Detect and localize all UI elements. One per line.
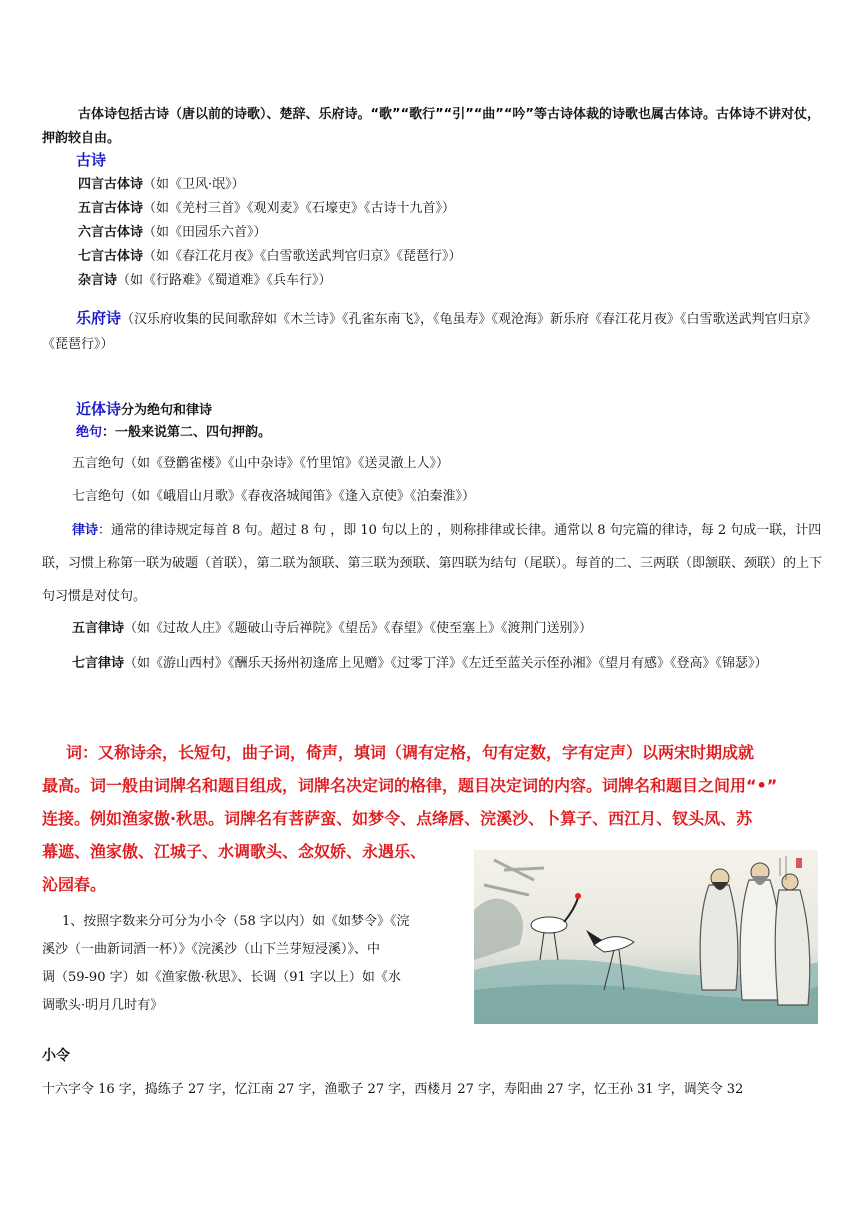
intro-text: 古体诗包括古诗（唐以前的诗歌）、楚辞、乐府诗。“歌”“歌行”“引”“曲”“吟”等古诗体裁的诗歌也属古体诗。古体诗不讲对仗，押韵较自由。 <box>42 107 820 146</box>
gushi-item-examples: （如《春江花月夜》《白雪歌送武判官归京》《琵琶行》） <box>143 249 462 264</box>
jueju-line <box>42 421 856 445</box>
gushi-item-examples: （如《羌村三首》《观刈麦》《石壕吏》《古诗十九首》） <box>143 201 456 216</box>
lvshi-label: 律诗 <box>72 523 99 538</box>
intro-paragraph <box>42 103 822 151</box>
lvshi-paragraph <box>42 514 822 613</box>
gushi-section <box>42 148 856 174</box>
gushi-item-label: 五言古体诗 <box>78 201 144 216</box>
ci-line-1: 词：又称诗余，长短句，曲子词，倚声，填词（调有定格，句有定数，字有定声）以两宋时期成就 <box>66 743 755 762</box>
jueju-text: ：一般来说第二、四句押韵。 <box>102 425 272 440</box>
yuefu-text: （汉乐府收集的民间歌辞如《木兰诗》《孔雀东南飞》，《龟虽寿》《观沧海》新乐府《春江花月夜》《白雪歌送武判官归京》《琵琶行》） <box>42 312 817 352</box>
list-item: 五言绝句（如《登鹳雀楼》《山中杂诗》《竹里馆》《送灵澈上人》） <box>72 456 450 471</box>
list-item: 七言绝句（如《峨眉山月歌》《春夜洛城闻笛》《逢入京使》《泊秦淮》） <box>72 489 476 504</box>
yuefu-paragraph <box>42 306 822 357</box>
list-item <box>78 173 858 197</box>
gushi-item-label: 四言古体诗 <box>78 177 144 192</box>
ci-line-2: 最高。词一般由词牌名和题目组成，词牌名决定词的格律，题目决定词的内容。词牌名和题目之间用“•” <box>42 776 778 795</box>
gushi-item-examples: （如《田园乐六首》） <box>143 225 267 240</box>
classify-line-4: 调歌头·明月几时有》 <box>42 998 164 1013</box>
qiyan-text: （如《游山西村》《酬乐天扬州初逢席上见赠》《过零丁洋》《左迁至蓝关示侄孙湘》《望月有感》《登高》《锦瑟》） <box>124 656 768 671</box>
xiaoling-heading: 小令 <box>42 1048 70 1064</box>
list-item <box>78 221 858 245</box>
yuefu-heading: 乐府诗 <box>76 309 122 327</box>
gushi-item-label: 六言古体诗 <box>78 225 144 240</box>
painting-crane-scholars-icon <box>474 850 818 1024</box>
ci-line-4: 幕遮、渔家傲、江城子、水调歌头、念奴娇、永遇乐、 <box>42 842 427 861</box>
list-item <box>78 197 858 221</box>
gushi-item-label: 七言古体诗 <box>78 249 144 264</box>
jueju-list <box>42 447 852 513</box>
classify-paragraph <box>42 908 474 1020</box>
list-item <box>78 269 858 293</box>
wuyan-lvshi-line <box>42 614 852 644</box>
jueju-label: 绝句 <box>76 425 103 440</box>
jinti-heading: 近体诗 <box>76 400 122 418</box>
gushi-list <box>42 173 858 293</box>
ci-line-5: 沁园春。 <box>42 875 107 894</box>
gushi-item-examples: （如《行路难》《蜀道难》《兵车行》） <box>117 273 332 288</box>
ci-line-3: 连接。例如渔家傲·秋思。词牌名有菩萨蛮、如梦令、点绛唇、浣溪沙、卜算子、西江月、钗头凤、苏 <box>42 809 753 828</box>
classify-line-3: 调（59-90 字）如《渔家傲·秋思》、长调（91 字以上）如《水 <box>42 970 401 985</box>
painting-image <box>474 850 818 1024</box>
jinti-heading-suffix: 分为绝句和律诗 <box>121 403 213 418</box>
list-item <box>78 245 858 269</box>
qiyan-lvshi-paragraph <box>42 648 822 679</box>
classify-line-2: 溪沙（一曲新词酒一杯）》《浣溪沙（山下兰芽短浸溪）》、中 <box>42 942 381 957</box>
gushi-item-examples: （如《卫风·氓》） <box>143 177 245 192</box>
classify-line-1: 1、按照字数来分可分为小令（58 字以内）如《如梦令》《浣 <box>62 914 410 929</box>
gushi-item-label: 杂言诗 <box>78 273 118 288</box>
qiyan-label: 七言律诗 <box>72 656 125 671</box>
wuyan-text: （如《过故人庄》《题破山寺后禅院》《望岳》《春望》《使至塞上》《渡荆门送别》） <box>124 621 593 636</box>
gushi-heading: 古诗 <box>76 151 107 169</box>
lvshi-text: ：通常的律诗规定每首 8 句。超过 8 句 ，即 10 句以上的 ，则称排律或长律。通常以 8 句完篇的律诗，每 2 句成一联，计四联，习惯上称第一联为破题（首联），第二联为颔联、第三联为颈联、第四联为结句（尾联）。每首的二、三两联（即颔联、颈联）的上下句习惯是对仗句。 <box>42 523 823 604</box>
jinti-heading-line <box>42 397 856 423</box>
wuyan-label: 五言律诗 <box>72 621 125 636</box>
xiaoling-text: 十六字令 16 字，捣练子 27 字，忆江南 27 字，渔歌子 27 字，西楼月 27 字，寿阳曲 27 字，忆王孙 31 字，调笑令 32 <box>42 1082 744 1097</box>
